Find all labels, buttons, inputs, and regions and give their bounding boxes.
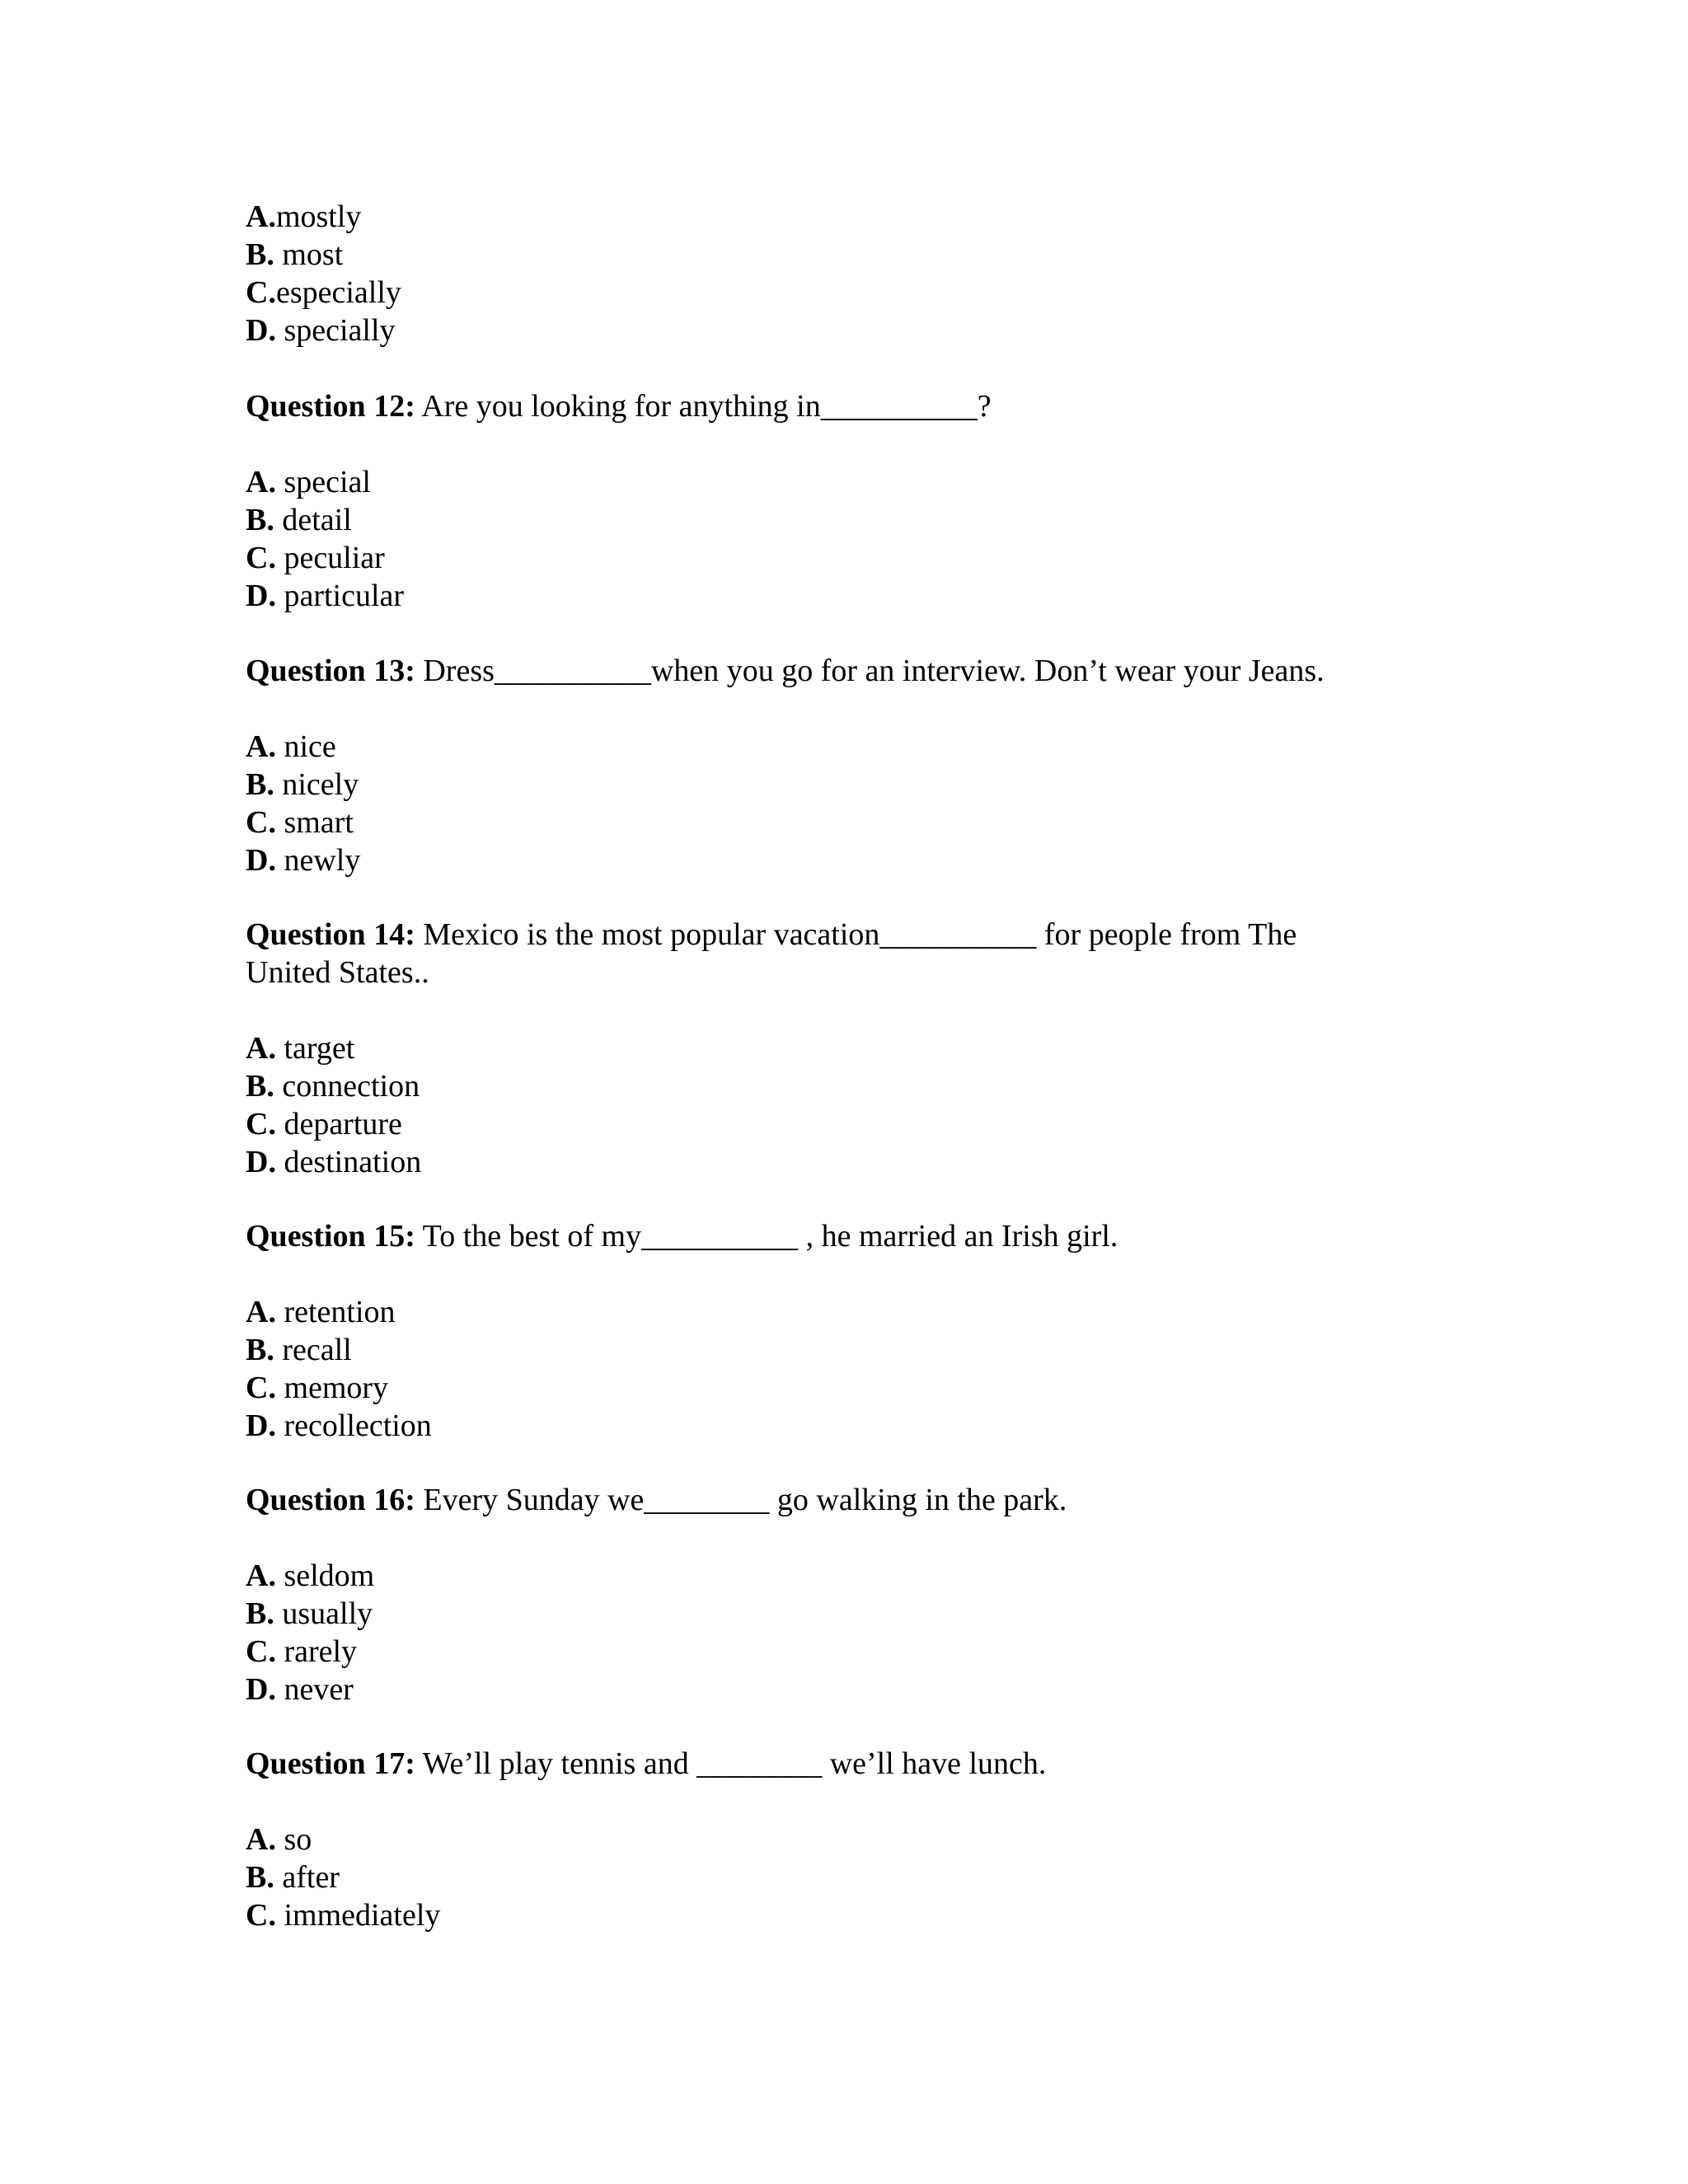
- option-letter: C.: [246, 1898, 276, 1933]
- option-letter: A.: [246, 729, 276, 764]
- option-a: [246, 198, 361, 236]
- question-label: Question 12:: [246, 389, 415, 424]
- option-text: most: [274, 237, 344, 272]
- option-letter: C.: [246, 1371, 276, 1405]
- option-text: destination: [275, 1145, 422, 1179]
- option-c: [246, 539, 385, 577]
- option-letter: B.: [246, 1596, 274, 1631]
- option-text: mostly: [275, 199, 362, 234]
- option-a: [246, 728, 336, 766]
- question-text: Every Sunday we________ go walking in the park.: [415, 1483, 1067, 1517]
- option-b: [246, 1858, 340, 1896]
- option-text: peculiar: [275, 541, 385, 575]
- option-text: nice: [275, 729, 336, 764]
- option-text: recollection: [275, 1408, 432, 1443]
- option-letter: D.: [246, 313, 276, 348]
- option-text: especially: [275, 275, 401, 310]
- option-b: [246, 766, 359, 804]
- question-12: [246, 387, 992, 425]
- option-text: so: [275, 1822, 312, 1857]
- question-13: [246, 652, 1325, 690]
- option-letter: A.: [246, 1822, 276, 1857]
- option-text: immediately: [275, 1898, 441, 1933]
- option-text: detail: [274, 503, 352, 537]
- option-text: retention: [275, 1295, 396, 1329]
- option-b: [246, 501, 352, 539]
- option-d: [246, 577, 404, 615]
- option-text: usually: [274, 1596, 373, 1631]
- question-label: Question 13:: [246, 654, 415, 688]
- option-d: [246, 1143, 421, 1181]
- question-text: Dress__________when you go for an interview. Don’t wear your Jeans.: [415, 654, 1325, 688]
- option-text: rarely: [275, 1634, 358, 1669]
- option-b: [246, 236, 343, 274]
- option-text: specially: [275, 313, 396, 348]
- option-b: [246, 1067, 420, 1105]
- option-c: [246, 1105, 402, 1143]
- option-letter: D.: [246, 1408, 276, 1443]
- option-text: memory: [275, 1371, 389, 1405]
- option-text: connection: [274, 1069, 420, 1104]
- option-text: never: [275, 1672, 354, 1707]
- option-d: [246, 312, 396, 349]
- option-a: [246, 1293, 396, 1331]
- option-a: [246, 463, 371, 501]
- option-d: [246, 1671, 354, 1708]
- option-letter: C.: [246, 805, 276, 840]
- option-letter: B.: [246, 767, 274, 802]
- option-c: [246, 274, 401, 312]
- question-text-continued: United States..: [246, 955, 429, 990]
- question-text: We’ll play tennis and ________ we’ll have lunch.: [415, 1746, 1047, 1781]
- option-a: [246, 1821, 312, 1858]
- option-letter: C.: [246, 275, 276, 310]
- option-c: [246, 1369, 388, 1407]
- question-text: Mexico is the most popular vacation__________ for people from The: [415, 917, 1297, 952]
- option-text: seldom: [275, 1558, 375, 1593]
- option-letter: B.: [246, 237, 274, 272]
- option-letter: B.: [246, 1860, 274, 1895]
- question-17: [246, 1745, 1046, 1783]
- option-text: particular: [275, 579, 405, 613]
- option-letter: A.: [246, 1295, 276, 1329]
- option-letter: A.: [246, 1558, 276, 1593]
- option-d: [246, 841, 360, 879]
- question-16: [246, 1481, 1067, 1519]
- question-label: Question 17:: [246, 1746, 415, 1781]
- question-15: [246, 1217, 1118, 1255]
- option-b: [246, 1331, 352, 1369]
- option-b: [246, 1595, 373, 1633]
- option-letter: A.: [246, 1031, 276, 1066]
- option-letter: B.: [246, 503, 274, 537]
- option-text: smart: [275, 805, 354, 840]
- option-a: [246, 1029, 354, 1067]
- option-letter: C.: [246, 541, 276, 575]
- option-letter: D.: [246, 1672, 276, 1707]
- option-letter: A.: [246, 199, 276, 234]
- option-text: newly: [275, 843, 361, 878]
- option-letter: C.: [246, 1107, 276, 1141]
- question-text: Are you looking for anything in__________?: [415, 389, 992, 424]
- option-letter: C.: [246, 1634, 276, 1669]
- question-label: Question 15:: [246, 1219, 415, 1254]
- option-text: special: [275, 465, 371, 499]
- option-a: [246, 1557, 374, 1595]
- option-text: nicely: [274, 767, 359, 802]
- option-letter: B.: [246, 1069, 274, 1104]
- question-label: Question 14:: [246, 917, 415, 952]
- question-label: Question 16:: [246, 1483, 415, 1517]
- option-d: [246, 1407, 432, 1445]
- option-text: target: [275, 1031, 355, 1066]
- option-letter: A.: [246, 465, 276, 499]
- option-text: departure: [275, 1107, 402, 1141]
- option-letter: D.: [246, 843, 276, 878]
- option-c: [246, 1896, 440, 1934]
- option-letter: D.: [246, 579, 276, 613]
- option-c: [246, 1633, 357, 1671]
- question-14: [246, 916, 1296, 954]
- option-letter: D.: [246, 1145, 276, 1179]
- question-text: To the best of my__________ , he married an Irish girl.: [415, 1219, 1118, 1254]
- option-c: [246, 804, 354, 841]
- option-letter: B.: [246, 1333, 274, 1367]
- option-text: recall: [274, 1333, 352, 1367]
- option-text: after: [274, 1860, 340, 1895]
